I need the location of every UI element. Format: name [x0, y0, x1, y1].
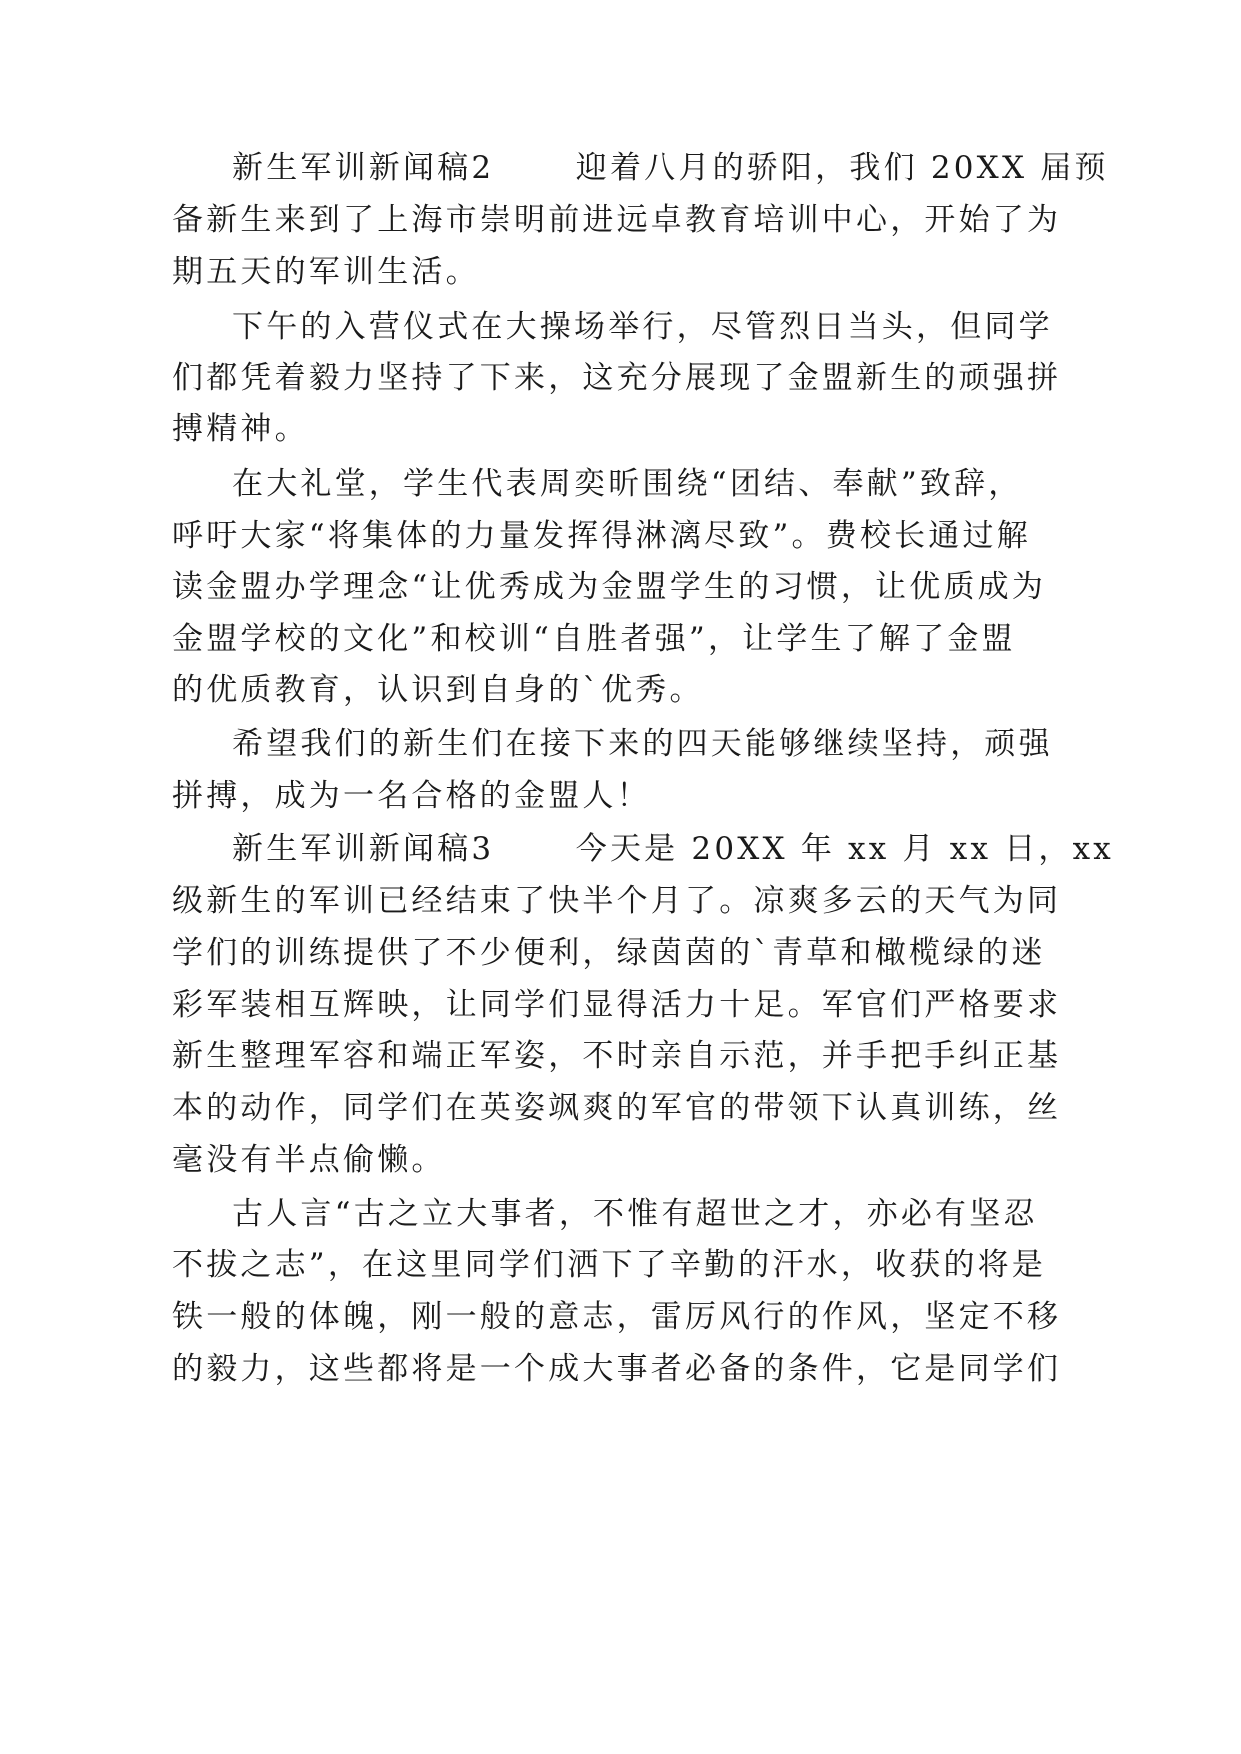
text-line: 新生军训新闻稿3 今天是 20XX 年 xx 月 xx 日，xx [232, 831, 1114, 867]
text-line: 下午的入营仪式在大操场举行，尽管烈日当头，但同学 [232, 309, 1053, 345]
text-line: 古人言“古之立大事者，不惟有超世之才，亦必有坚忍 [232, 1196, 1038, 1232]
text-line: 本的动作，同学们在英姿飒爽的军官的带领下认真训练，丝 [172, 1090, 1062, 1126]
text-line: 不拔之志”，在这里同学们洒下了辛勤的汗水，收获的将是 [172, 1247, 1047, 1283]
text-line: 读金盟办学理念“让优秀成为金盟学生的习惯，让优质成为 [172, 569, 1047, 605]
text-line: 们都凭着毅力坚持了下来，这充分展现了金盟新生的顽强拼 [172, 360, 1062, 396]
text-line: 金盟学校的文化”和校训“自胜者强”，让学生了解了金盟 [172, 621, 1016, 657]
text-line: 的优质教育，认识到自身的`优秀。 [172, 672, 704, 708]
text-line: 学们的训练提供了不少便利，绿茵茵的`青草和橄榄绿的迷 [172, 935, 1046, 971]
text-line: 拼搏，成为一名合格的金盟人！ [172, 778, 651, 814]
text-line: 备新生来到了上海市崇明前进远卓教育培训中心，开始了为 [172, 202, 1062, 238]
text-line: 级新生的军训已经结束了快半个月了。凉爽多云的天气为同 [172, 883, 1062, 919]
text-line: 新生军训新闻稿2 迎着八月的骄阳，我们 20XX 届预 [232, 150, 1109, 186]
text-line: 希望我们的新生们在接下来的四天能够继续坚持，顽强 [232, 726, 1053, 762]
text-line: 新生整理军容和端正军姿，不时亲自示范，并手把手纠正基 [172, 1038, 1062, 1074]
text-line: 在大礼堂，学生代表周奕昕围绕“团结、奉献”致辞， [232, 466, 1023, 502]
text-line: 铁一般的体魄，刚一般的意志，雷厉风行的作风，坚定不移 [172, 1299, 1062, 1335]
text-line: 彩军装相互辉映，让同学们显得活力十足。军官们严格要求 [172, 987, 1062, 1023]
text-line: 搏精神。 [172, 411, 309, 447]
text-line: 期五天的军训生活。 [172, 254, 480, 290]
text-line: 毫没有半点偷懒。 [172, 1142, 446, 1178]
text-line: 呼吁大家“将集体的力量发挥得淋漓尽致”。费校长通过解 [172, 518, 1031, 554]
text-line: 的毅力，这些都将是一个成大事者必备的条件，它是同学们 [172, 1351, 1062, 1387]
